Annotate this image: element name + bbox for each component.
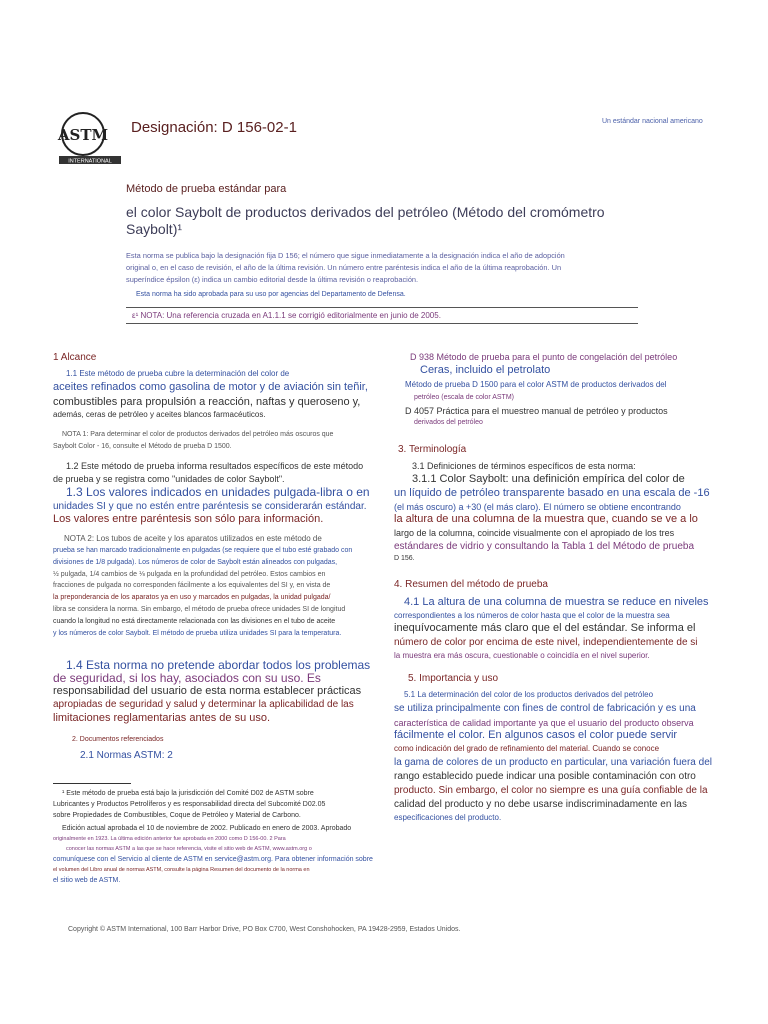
astm-logo (55, 106, 127, 170)
footnote-line: el sitio web de ASTM. (53, 877, 121, 884)
text-line: combustibles para propulsión a reacción, naftas y queroseno y, (53, 396, 361, 408)
footnote-line: sobre Propiedades de Combustibles, Coque de Petróleo y Material de Carbono. (53, 812, 301, 819)
text-line: (el más oscuro) a +30 (el más claro). El número se obtiene encontrando (394, 502, 681, 512)
text-line: calidad del producto y no debe usarse indiscriminadamente en las (394, 799, 687, 810)
document-subtitle: Método de prueba estándar para (126, 183, 287, 195)
footnote-line: ¹ Este método de prueba está bajo la jurisdicción del Comité D02 de ASTM sobre (62, 790, 314, 797)
text-line: 4.1 La altura de una columna de muestra se reduce en niveles (404, 596, 709, 608)
text-line: D 156. (394, 555, 415, 562)
note-2-line: NOTA 2: Los tubos de aceite y los aparatos utilizados en este método de (64, 534, 322, 543)
text-line: largo de la columna, coincide visualmente con el apropiado de los tres (394, 528, 675, 538)
copyright-footer: Copyright © ASTM International, 100 Barr Harbor Drive, PO Box C700, West Conshohocken, PA 19428-2959, Estados Unidos. (68, 926, 461, 933)
text-line: 3.1.1 Color Saybolt: una definición empírica del color de (412, 473, 685, 485)
issuance-line-2: original o, en el caso de revisión, el año de la última revisión. Un número entre paréntesis indica el año de la última reaprobación. Un (126, 263, 562, 272)
footnote-line: conocer las normas ASTM a las que se hace referencia, visite el sitio web de ASTM, www.astm.org o (66, 846, 312, 852)
text-line: unidades SI y que no estén entre paréntesis se considerarán estándar. (53, 501, 367, 512)
international-standard-label: Un estándar nacional americano (602, 118, 703, 125)
title-line-1: el color Saybolt de productos derivados del petróleo (Método del cromómetro (126, 204, 605, 220)
reference-line: Método de prueba D 1500 para el color ASTM de productos derivados del (405, 380, 667, 389)
text-line: de seguridad, si los hay, asociados con su uso. Es (53, 671, 321, 685)
text-line: fácilmente el color. En algunos casos el color puede servir (394, 729, 678, 741)
text-line: limitaciones reglamentarias antes de su uso. (53, 712, 271, 724)
section-heading-significance: 5. Importancia y uso (408, 673, 499, 684)
text-line: 1.2 Este método de prueba informa resultados específicos de este método (66, 461, 364, 471)
section-heading-scope: 1 Alcance (53, 352, 97, 363)
text-line: apropiadas de seguridad y salud y determinar la aplicabilidad de las (53, 699, 354, 710)
note-2-line: cuando la longitud no está directamente relacionada con las divisiones en el tubo de aceite (53, 618, 336, 625)
document-title (126, 204, 646, 238)
text-line: de prueba y se registra como "unidades de color Saybolt". (53, 474, 285, 484)
text-line: estándares de vidrio y consultando la Tabla 1 del Método de prueba (394, 541, 695, 552)
note-2-line: fracciones de pulgada no corresponden fácilmente a los equivalentes del SI y, en vista de (53, 582, 331, 589)
reference-line: derivados del petróleo (414, 419, 483, 426)
note-1-line: NOTA 1: Para determinar el color de productos derivados del petróleo más oscuros que (62, 431, 334, 438)
text-line: 1.3 Los valores indicados en unidades pulgada-libra o en (66, 485, 370, 499)
text-line: aceites refinados como gasolina de motor y de aviación sin teñir, (53, 381, 368, 393)
title-line-2: Saybolt)¹ (126, 221, 183, 237)
footnote-divider (53, 783, 131, 784)
text-line: correspondientes a los números de color hasta que el color de la muestra sea (394, 611, 670, 620)
text-line: característica de calidad importante ya que el usuario del producto observa (394, 718, 694, 728)
text-line: la altura de una columna de la muestra que, cuando se ve a lo (394, 513, 698, 525)
section-heading-terminology: 3. Terminología (398, 444, 467, 455)
footnote-line: originalmente en 1923. La última edición anterior fue aprobada en 2000 como D 156-00. 2 Para (53, 836, 286, 842)
text-line: además, ceras de petróleo y aceites blancos farmacéuticos. (53, 410, 266, 419)
text-line: rango establecido puede indicar una posible contaminación con otro (394, 771, 696, 782)
issuance-line-1: Esta norma se publica bajo la designación fija D 156; el número que sigue inmediatamente a la designación indica el año de adopción (126, 251, 565, 260)
reference-line: D 938 Método de prueba para el punto de congelación del petróleo (410, 352, 678, 362)
reference-line: Ceras, incluido el petrolato (420, 364, 551, 376)
section-heading-summary: 4. Resumen del método de prueba (394, 579, 548, 590)
text-line: la gama de colores de un producto en particular, una variación fuera del (394, 757, 712, 768)
designation: Designación: D 156-02-1 (131, 119, 297, 136)
text-line: inequívocamente más claro que el del estándar. Se informa el (394, 622, 696, 634)
logo-text: ASTM (57, 126, 109, 144)
text-line: se utiliza principalmente con fines de control de fabricación y es una (394, 703, 696, 714)
text-line: 1.1 Este método de prueba cubre la determinación del color de (66, 369, 290, 378)
note-2-line: ½ pulgada, 1/4 cambios de ⅛ pulgada en la profundidad del petróleo. Estos cambios en (53, 571, 326, 578)
reference-line: petróleo (escala de color ASTM) (414, 394, 514, 401)
reference-line: D 4057 Práctica para el muestreo manual de petróleo y productos (405, 406, 668, 416)
text-line: como indicación del grado de refinamiento del material. Cuando se conoce (394, 744, 660, 753)
epsilon-note: ε¹ NOTA: Una referencia cruzada en A1.1.1 se corrigió editorialmente en junio de 2005. (132, 311, 441, 320)
divider (126, 307, 638, 308)
text-line: especificaciones del producto. (394, 813, 502, 822)
section-heading-references: 2. Documentos referenciados (72, 736, 164, 743)
note-2-line: divisiones de 1/8 pulgada). Los números de color de Saybolt están alineados con pulgadas, (53, 559, 338, 566)
note-2-line: libra se considera la norma. Sin embargo, el método de prueba ofrece unidades SI de longitud (53, 606, 346, 613)
text-line: 5.1 La determinación del color de los productos derivados del petróleo (404, 690, 654, 699)
note-2-line: y los números de color Saybolt. El método de prueba utiliza unidades SI para la temperatura. (53, 630, 342, 637)
issuance-note (126, 250, 636, 286)
text-line: 2.1 Normas ASTM: 2 (80, 750, 173, 761)
text-line: un líquido de petróleo transparente basado en una escala de -16 (394, 487, 710, 499)
text-line: 1.4 Esta norma no pretende abordar todos los problemas (66, 658, 371, 672)
text-line: responsabilidad del usuario de esta norma establecer prácticas (53, 685, 362, 697)
logo-subtext: INTERNATIONAL (68, 158, 112, 165)
note-1-line: Saybolt Color - 16, consulte el Método de prueba D 1500. (53, 443, 232, 450)
footnote-line: Lubricantes y Productos Petrolíferos y es responsabilidad directa del Subcomité D02.05 (53, 801, 326, 808)
footnote-line: el volumen del Libro anual de normas ASTM, consulte la página Resumen del documento de la norma en (53, 867, 310, 873)
footnote-line: Edición actual aprobada el 10 de noviembre de 2002. Publicado en enero de 2003. Aprobado (62, 825, 352, 832)
note-2-line: la preponderancia de los aparatos ya en uso y marcados en pulgadas, la unidad pulgada/ (53, 594, 331, 601)
text-line: 3.1 Definiciones de términos específicos de esta norma: (412, 461, 636, 471)
defense-note: Esta norma ha sido aprobada para su uso por agencias del Departamento de Defensa. (136, 291, 406, 298)
note-2-line: prueba se han marcado tradicionalmente en pulgadas (se requiere que el tubo esté grabado con (53, 547, 353, 554)
footnote-line: comuníquese con el Servicio al cliente de ASTM en service@astm.org. Para obtener información sobre (53, 856, 373, 863)
text-line: la muestra era más oscura, cuestionable o coincidía en el nivel superior. (394, 651, 650, 660)
text-line: producto. Sin embargo, el color no siempre es una guía confiable de la (394, 785, 708, 796)
text-line: Los valores entre paréntesis son sólo para información. (53, 513, 324, 525)
issuance-line-3: superíndice épsilon (ε) indica un cambio editorial desde la última revisión o reaprobación. (126, 275, 419, 284)
divider (126, 323, 638, 324)
text-line: número de color por encima de este nivel, independientemente de si (394, 637, 698, 648)
